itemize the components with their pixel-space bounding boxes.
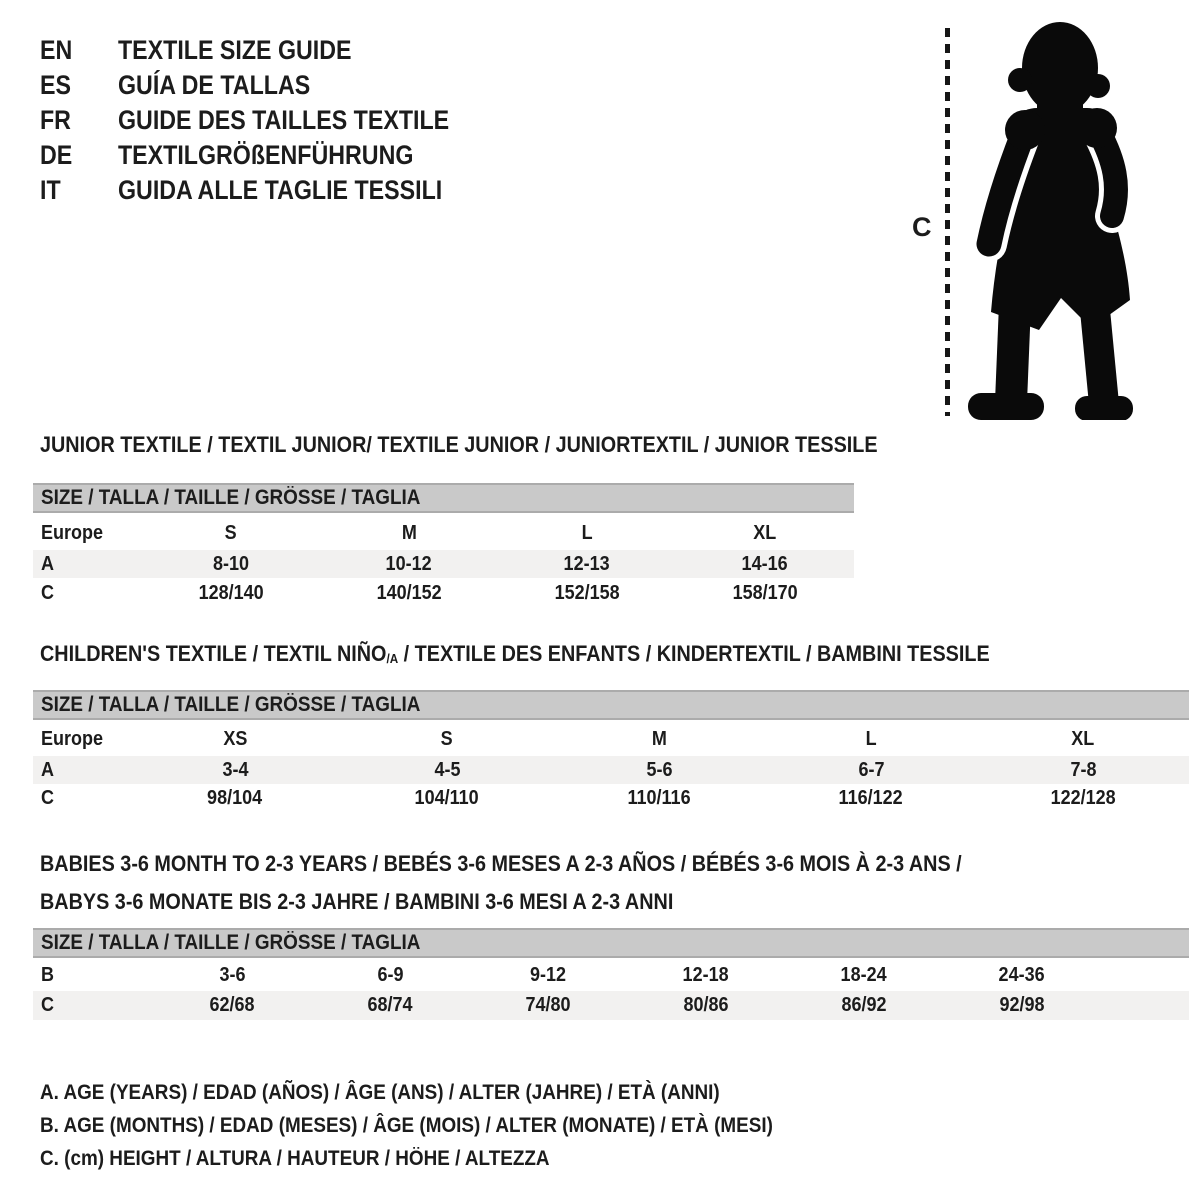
babies-months-row bbox=[33, 960, 1189, 991]
region-label-text: Europe bbox=[41, 728, 104, 750]
cell-text: 116/122 bbox=[838, 787, 904, 809]
size-column-text: XL bbox=[753, 521, 777, 544]
guide-title bbox=[118, 105, 503, 136]
cell-text: 3-6 bbox=[218, 964, 246, 986]
children-height-row bbox=[33, 784, 1189, 813]
children-age-row bbox=[33, 756, 1189, 784]
cell-text: 14-16 bbox=[741, 552, 789, 575]
table-cell bbox=[676, 553, 854, 576]
children-section-title-text bbox=[40, 641, 990, 667]
table-cell bbox=[142, 553, 320, 576]
region-label bbox=[33, 728, 129, 751]
legend-line-b bbox=[40, 1109, 854, 1142]
table-cell bbox=[129, 759, 341, 782]
guide-title-text: GUÍA DE TALLAS bbox=[118, 70, 311, 100]
table-cell bbox=[142, 582, 320, 605]
size-column-header bbox=[320, 522, 498, 545]
row-label bbox=[33, 964, 153, 987]
babies-height-row bbox=[33, 991, 1189, 1020]
legend-a-text: A. AGE (YEARS) / EDAD (AÑOS) / ÂGE (ANS) / ALTER (JAHRE) / ETÀ (ANNI) bbox=[40, 1080, 720, 1104]
size-column-header bbox=[765, 728, 977, 751]
cell-text: 98/104 bbox=[207, 787, 263, 809]
table-cell bbox=[320, 582, 498, 605]
junior-columns-row bbox=[33, 516, 854, 550]
language-row bbox=[40, 103, 503, 138]
babies-title-line2: BABYS 3-6 MONATE BIS 2-3 JAHRE / BAMBINI 3-6 MESI A 2-3 ANNI bbox=[40, 889, 674, 914]
language-row bbox=[40, 68, 503, 103]
size-column-header bbox=[129, 728, 341, 751]
cell-text: 62/68 bbox=[209, 994, 255, 1016]
size-column-header bbox=[498, 522, 676, 545]
junior-height-row bbox=[33, 578, 854, 608]
legend-b-text: B. AGE (MONTHS) / EDAD (MESES) / ÂGE (MOIS) / ALTER (MONATE) / ETÀ (MESI) bbox=[40, 1113, 773, 1137]
region-label bbox=[33, 522, 142, 545]
height-measure-label: C bbox=[912, 212, 932, 242]
cell-text: 5-6 bbox=[645, 758, 673, 781]
guide-title-text: TEXTILGRÖßENFÜHRUNG bbox=[118, 140, 414, 170]
language-code-text: IT bbox=[40, 175, 61, 205]
guide-title-text: TEXTILE SIZE GUIDE bbox=[118, 35, 352, 65]
table-cell bbox=[627, 994, 785, 1017]
region-label-text: Europe bbox=[41, 521, 104, 544]
table-cell bbox=[469, 964, 627, 987]
babies-section-title bbox=[40, 845, 1064, 921]
row-label-text: A bbox=[41, 758, 55, 781]
guide-title-text: GUIDA ALLE TAGLIE TESSILI bbox=[118, 175, 443, 205]
row-label bbox=[33, 994, 153, 1017]
guide-title bbox=[118, 70, 342, 101]
language-row bbox=[40, 138, 503, 173]
language-code-text: FR bbox=[40, 105, 71, 135]
babies-size-table bbox=[33, 928, 1189, 1020]
table-cell bbox=[765, 759, 977, 782]
cell-text: 12-18 bbox=[682, 964, 730, 986]
cell-text: 122/128 bbox=[1050, 787, 1116, 809]
guide-title bbox=[118, 35, 390, 66]
table-cell bbox=[765, 787, 977, 810]
cell-text: 3-4 bbox=[221, 758, 249, 781]
junior-section-title-text: JUNIOR TEXTILE / TEXTIL JUNIOR/ TEXTILE JUNIOR / JUNIORTEXTIL / JUNIOR TESSILE bbox=[40, 432, 878, 457]
cell-text: 18-24 bbox=[840, 964, 888, 986]
table-cell bbox=[469, 994, 627, 1017]
language-code-text: DE bbox=[40, 140, 73, 170]
children-size-table bbox=[33, 690, 1189, 813]
table-cell bbox=[943, 994, 1101, 1017]
cell-text: 128/140 bbox=[198, 581, 264, 604]
junior-size-header-band bbox=[33, 483, 854, 513]
size-column-header bbox=[341, 728, 553, 751]
language-row bbox=[40, 33, 503, 68]
legend-line-a bbox=[40, 1076, 854, 1109]
language-code bbox=[40, 105, 118, 136]
table-cell bbox=[311, 994, 469, 1017]
language-code bbox=[40, 175, 118, 206]
size-column-text: XL bbox=[1071, 728, 1095, 750]
cell-text: 4-5 bbox=[433, 758, 461, 781]
size-column-header bbox=[676, 522, 854, 545]
table-cell bbox=[785, 964, 943, 987]
legend-block bbox=[40, 1076, 854, 1175]
cell-text: 74/80 bbox=[525, 994, 571, 1016]
size-header-text: SIZE / TALLA / TAILLE / GRÖSSE / TAGLIA bbox=[41, 486, 421, 509]
cell-text: 92/98 bbox=[999, 994, 1045, 1016]
size-column-header bbox=[553, 728, 765, 751]
cell-text: 24-36 bbox=[998, 964, 1046, 986]
language-row bbox=[40, 173, 503, 208]
size-column-text: M bbox=[401, 521, 417, 544]
cell-text: 8-10 bbox=[212, 552, 250, 575]
cell-text: 110/116 bbox=[627, 787, 691, 809]
language-code bbox=[40, 140, 118, 171]
language-title-block bbox=[40, 33, 503, 208]
cell-text: 9-12 bbox=[529, 964, 567, 986]
table-cell bbox=[498, 582, 676, 605]
size-column-text: L bbox=[581, 521, 593, 544]
row-label-text: C bbox=[41, 787, 55, 809]
table-cell bbox=[553, 759, 765, 782]
language-code bbox=[40, 35, 118, 66]
junior-section-title bbox=[40, 432, 971, 458]
size-header-text: SIZE / TALLA / TAILLE / GRÖSSE / TAGLIA bbox=[41, 931, 421, 954]
cell-text: 12-13 bbox=[563, 552, 611, 575]
table-cell bbox=[153, 964, 311, 987]
row-label bbox=[33, 759, 129, 782]
children-columns-row bbox=[33, 723, 1189, 756]
size-column-header bbox=[977, 728, 1189, 751]
language-code bbox=[40, 70, 118, 101]
size-header-text: SIZE / TALLA / TAILLE / GRÖSSE / TAGLIA bbox=[41, 693, 421, 716]
legend-line-c bbox=[40, 1142, 854, 1175]
table-cell bbox=[977, 759, 1189, 782]
baby-silhouette-icon bbox=[963, 14, 1135, 420]
table-cell bbox=[977, 787, 1189, 810]
table-cell bbox=[943, 964, 1101, 987]
babies-size-header-band bbox=[33, 928, 1189, 958]
table-cell bbox=[498, 553, 676, 576]
size-column-header bbox=[142, 522, 320, 545]
cell-text: 10-12 bbox=[385, 552, 433, 575]
row-label bbox=[33, 582, 142, 605]
children-size-header-band bbox=[33, 690, 1189, 720]
row-label-text: C bbox=[41, 581, 55, 604]
children-title-rest: / TEXTILE DES ENFANTS / KINDERTEXTIL / BAMBINI TESSILE bbox=[398, 641, 990, 666]
children-title-sub: /A bbox=[386, 651, 399, 666]
row-label bbox=[33, 787, 129, 810]
language-code-text: EN bbox=[40, 35, 73, 65]
row-label bbox=[33, 553, 142, 576]
cell-text: 6-7 bbox=[857, 758, 885, 781]
children-section-title bbox=[40, 641, 1095, 667]
size-column-text: L bbox=[865, 728, 877, 750]
guide-title bbox=[118, 175, 495, 206]
table-cell bbox=[676, 582, 854, 605]
row-label-text: B bbox=[41, 964, 55, 986]
cell-text: 140/152 bbox=[376, 581, 442, 604]
size-column-text: S bbox=[224, 521, 238, 544]
table-cell bbox=[311, 964, 469, 987]
guide-title-text: GUIDE DES TAILLES TEXTILE bbox=[118, 105, 450, 135]
cell-text: 86/92 bbox=[841, 994, 887, 1016]
height-dashed-line bbox=[945, 28, 950, 416]
row-label-text: C bbox=[41, 994, 55, 1016]
guide-title bbox=[118, 140, 462, 171]
children-title-main: CHILDREN'S TEXTILE / TEXTIL NIÑO bbox=[40, 641, 387, 666]
table-cell bbox=[553, 787, 765, 810]
table-cell bbox=[341, 759, 553, 782]
language-code-text: ES bbox=[40, 70, 71, 100]
size-column-text: S bbox=[440, 728, 454, 750]
table-cell bbox=[129, 787, 341, 810]
cell-text: 6-9 bbox=[376, 964, 404, 986]
cell-text: 68/74 bbox=[367, 994, 413, 1016]
cell-text: 158/170 bbox=[732, 581, 798, 604]
legend-c-text: C. (cm) HEIGHT / ALTURA / HAUTEUR / HÖHE / ALTEZZA bbox=[40, 1146, 550, 1170]
table-cell bbox=[153, 994, 311, 1017]
junior-size-table bbox=[33, 483, 854, 608]
babies-title-line1: BABIES 3-6 MONTH TO 2-3 YEARS / BEBÉS 3-6 MESES A 2-3 AÑOS / BÉBÉS 3-6 MOIS À 2-3 ANS / bbox=[40, 851, 962, 876]
size-column-text: M bbox=[651, 728, 667, 750]
table-cell bbox=[627, 964, 785, 987]
table-cell bbox=[320, 553, 498, 576]
cell-text: 80/86 bbox=[683, 994, 729, 1016]
size-column-text: XS bbox=[222, 728, 248, 750]
cell-text: 7-8 bbox=[1069, 758, 1097, 781]
table-cell bbox=[785, 994, 943, 1017]
cell-text: 104/110 bbox=[414, 787, 480, 809]
cell-text: 152/158 bbox=[554, 581, 620, 604]
table-cell bbox=[341, 787, 553, 810]
junior-age-row bbox=[33, 550, 854, 578]
row-label-text: A bbox=[41, 552, 55, 575]
